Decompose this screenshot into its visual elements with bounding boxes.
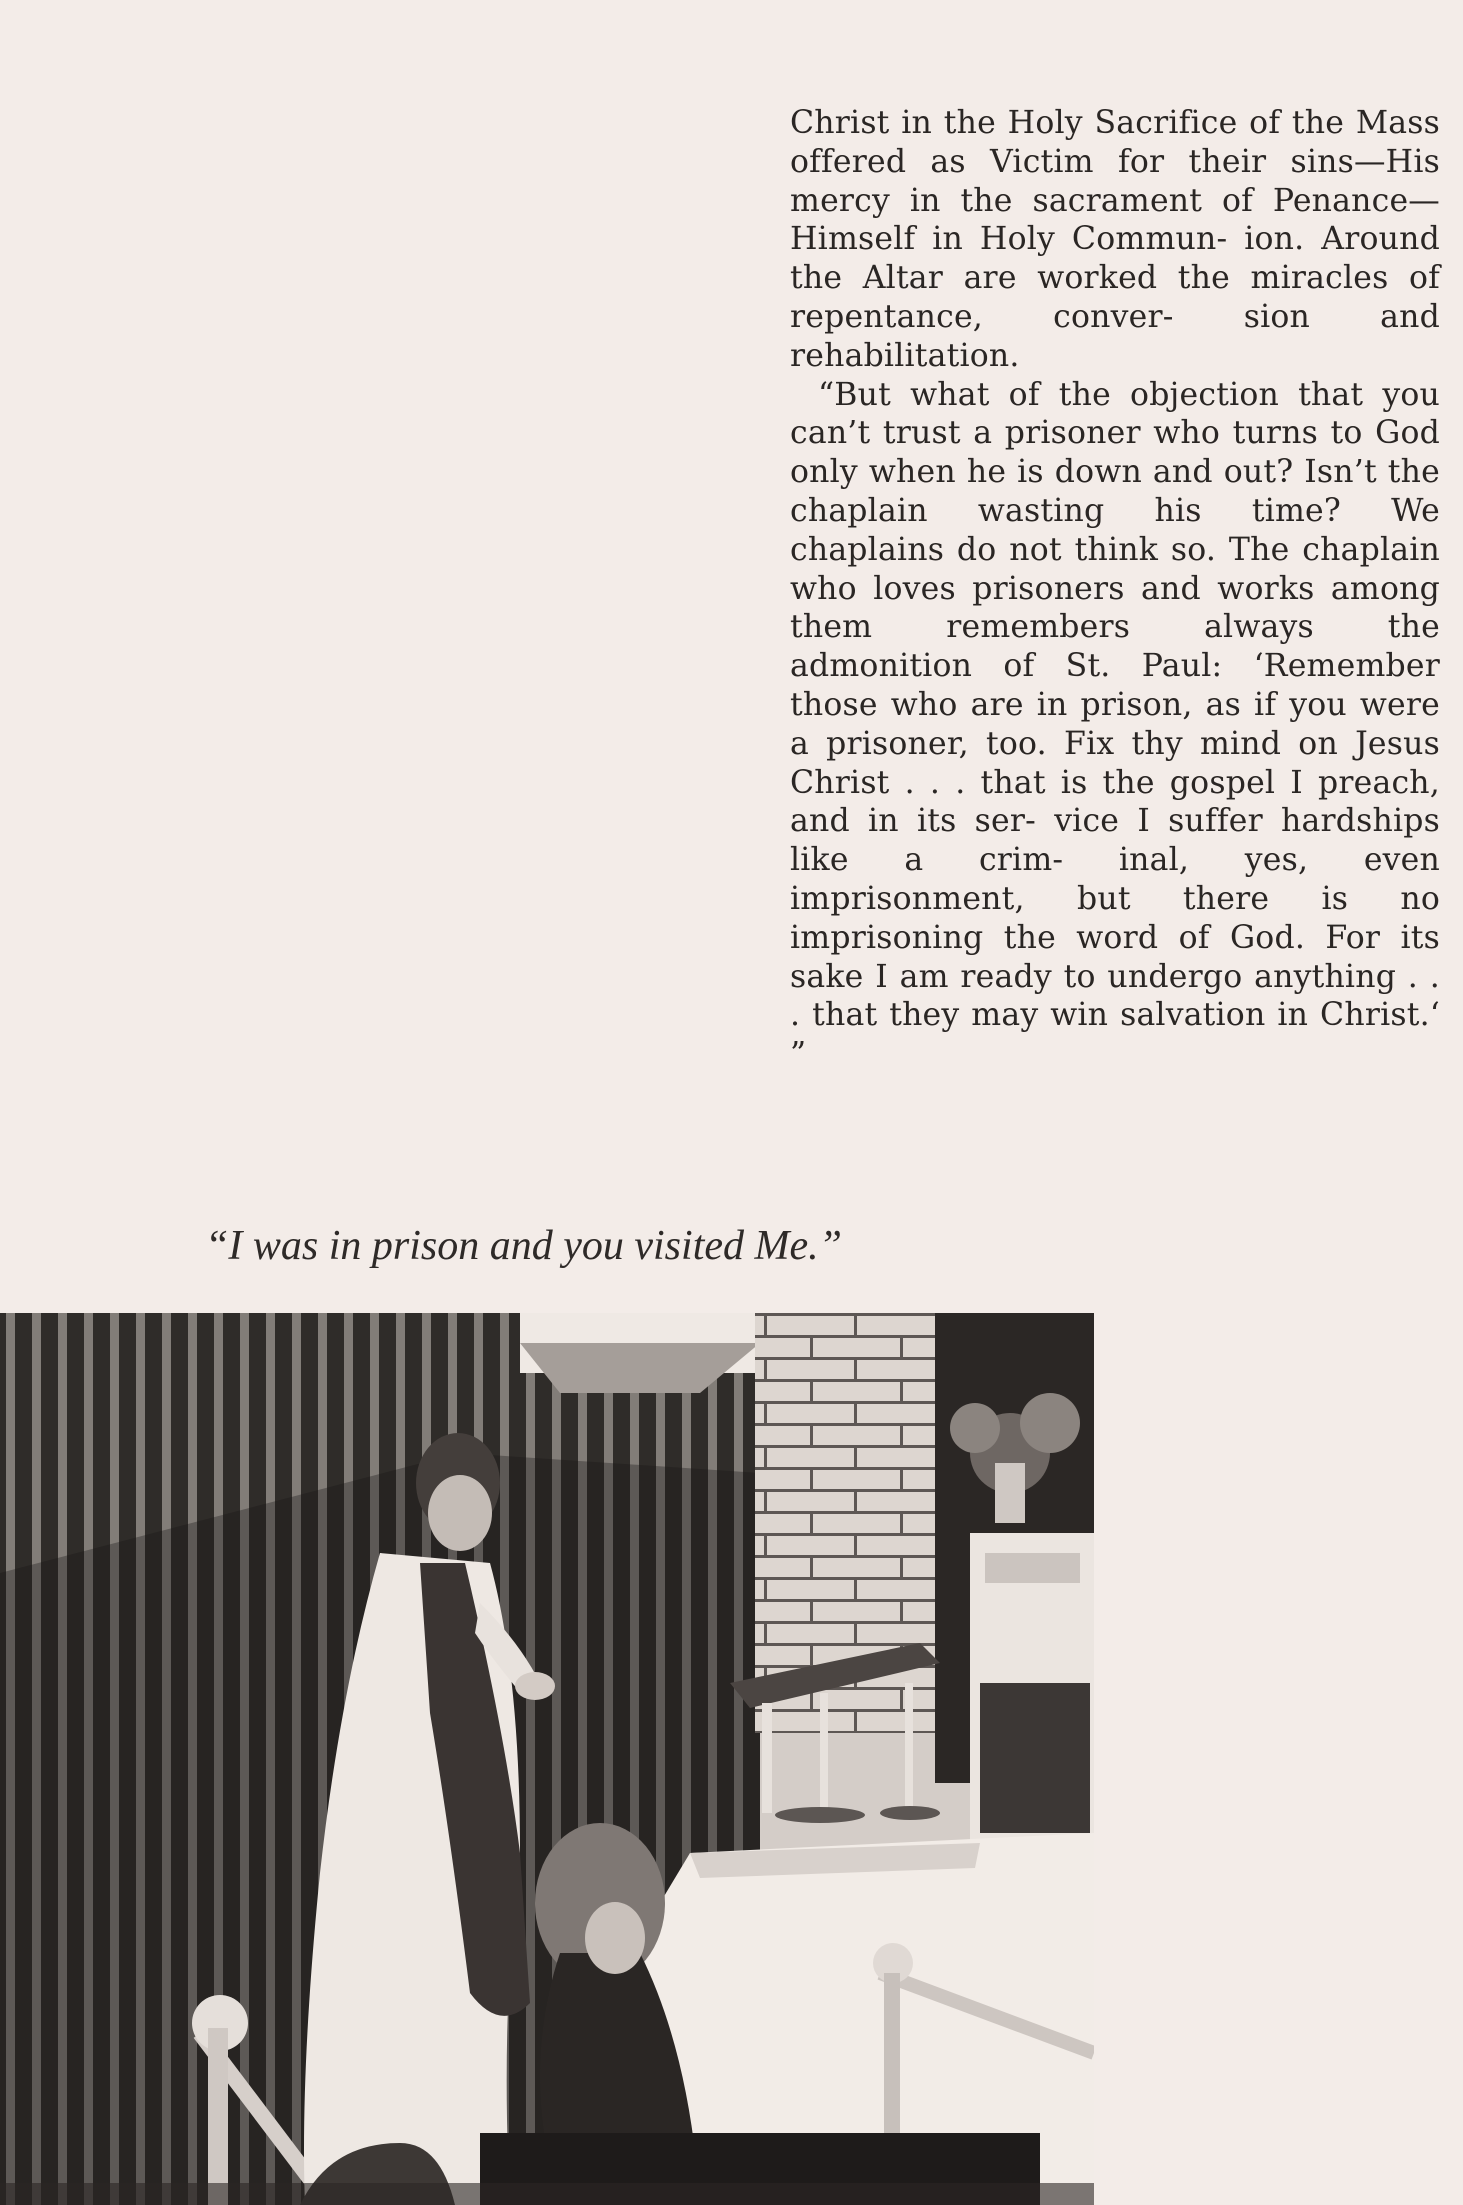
article-body — [790, 104, 1440, 1074]
paragraph-2: “But what of the objection that you can’t trust a prisoner who turns to God only when he is down and out? Isn’t the chaplain wasting his time? We chaplains do not think so. The chaplain who loves prisoners and works among them remembers always the admonition of St. Paul: ‘Remember those who are in prison, as if you were a prisoner, too. Fix thy mind on Jesus Christ . . . that is the gospel I preach, and in its ser- vice I suffer hardships like a crim- inal, yes, even imprisonment, but there is no imprisoning the word of God. For its sake I am ready to undergo anything . . . that they may win salvation in Christ.‘ ” — [790, 376, 1440, 1073]
photo-caption: “I was in prison and you visited Me.” — [205, 1223, 842, 1269]
paragraph-1: Christ in the Holy Sacrifice of the Mass offered as Victim for their sins—His mercy in the sacrament of Penance—Himself in Holy Commun- ion. Around the Altar are worked the miracles of repentance, conver- sion and rehabilitation. — [790, 105, 1440, 374]
prison-chapel-photo — [0, 1313, 1094, 2205]
